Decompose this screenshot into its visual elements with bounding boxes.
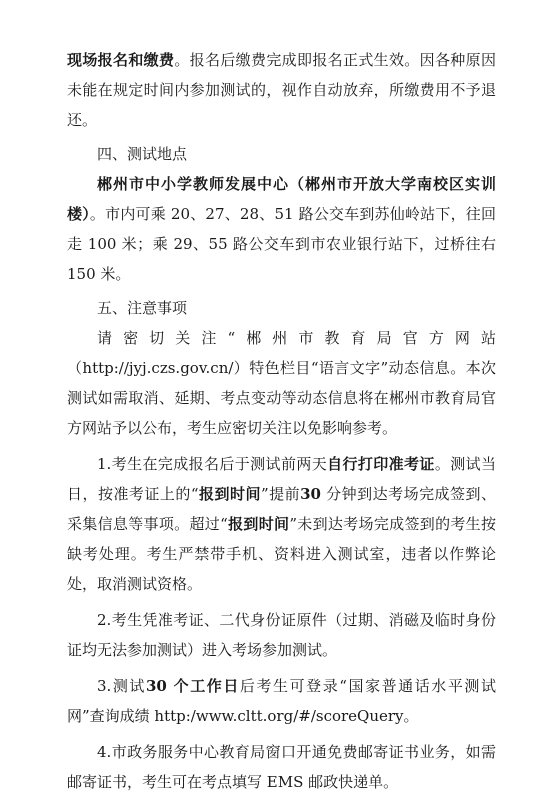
location-text: 。市内可乘 20、27、28、51 路公交车到苏仙岭站下，往回走 100 米；乘 29、55 路公交车到市农业银行站下，过桥往右 150 米。 <box>67 205 496 283</box>
note3-c: 后考生可登录“国家普通话水平测试网”查询成绩 http:/www.cltt.org/#/scoreQuery。 <box>67 677 496 725</box>
note1-h: 报到时间 <box>227 515 290 533</box>
note1-g: 分钟到达考场完成签到、采集信息等事项。超过“ <box>67 485 496 533</box>
note3-b: 30 个工作日 <box>146 677 240 695</box>
paragraph-note-2: 2.考生凭准考证、二代身份证原件（过期、消磁及临时身份证均无法参加测试）进入考场参加测试。 <box>67 611 496 659</box>
registration-bold: 现场报名和缴费 <box>67 51 175 69</box>
note1-i: ”未到达考场完成签到的考生按缺考处理。考生严禁带手机、资料进入测试室，违者以作弊论处，取消测试资格。 <box>67 515 496 593</box>
section-heading-location: 四、测试地点 <box>97 145 188 163</box>
location-bold: 郴州市中小学教师发展中心（郴州市开放大学南校区实训楼） <box>67 175 496 223</box>
registration-text: 。报名后缴费完成即报名正式生效。因各种原因未能在规定时间内参加测试的，视作自动放弃，所缴费用不予退还。 <box>67 51 496 129</box>
paragraph-note-1 <box>67 449 496 599</box>
note1-a: 1.考生在完成报名后于测试前两天 <box>97 455 328 473</box>
paragraph-notes-intro: 请密切关注“郴州市教育局官方网站（http://jyj.czs.gov.cn/）特色栏目“语言文字”动态信息。本次测试如需取消、延期、考点变动等动态信息将在郴州市教育局官方网站予以公布，考生应密切关注以免影响参考。 <box>67 329 496 437</box>
paragraph-note-3 <box>67 671 496 731</box>
note1-f: 30 <box>300 485 321 503</box>
section-heading-notes: 五、注意事项 <box>97 299 188 317</box>
note1-b: 自行打印准考证 <box>327 455 435 473</box>
paragraph-registration <box>67 45 496 135</box>
note1-c: 。测试当日，按准考证上的“ <box>67 455 496 503</box>
paragraph-location <box>67 169 496 289</box>
paragraph-note-4: 4.市政务服务中心教育局窗口开通免费邮寄证书业务，如需邮寄证书，考生可在考点填写 EMS 邮政快递单。 <box>67 743 496 791</box>
note1-d: 报到时间 <box>198 485 261 503</box>
note3-a: 3.测试 <box>97 677 146 695</box>
note1-e: ”提前 <box>260 485 301 503</box>
